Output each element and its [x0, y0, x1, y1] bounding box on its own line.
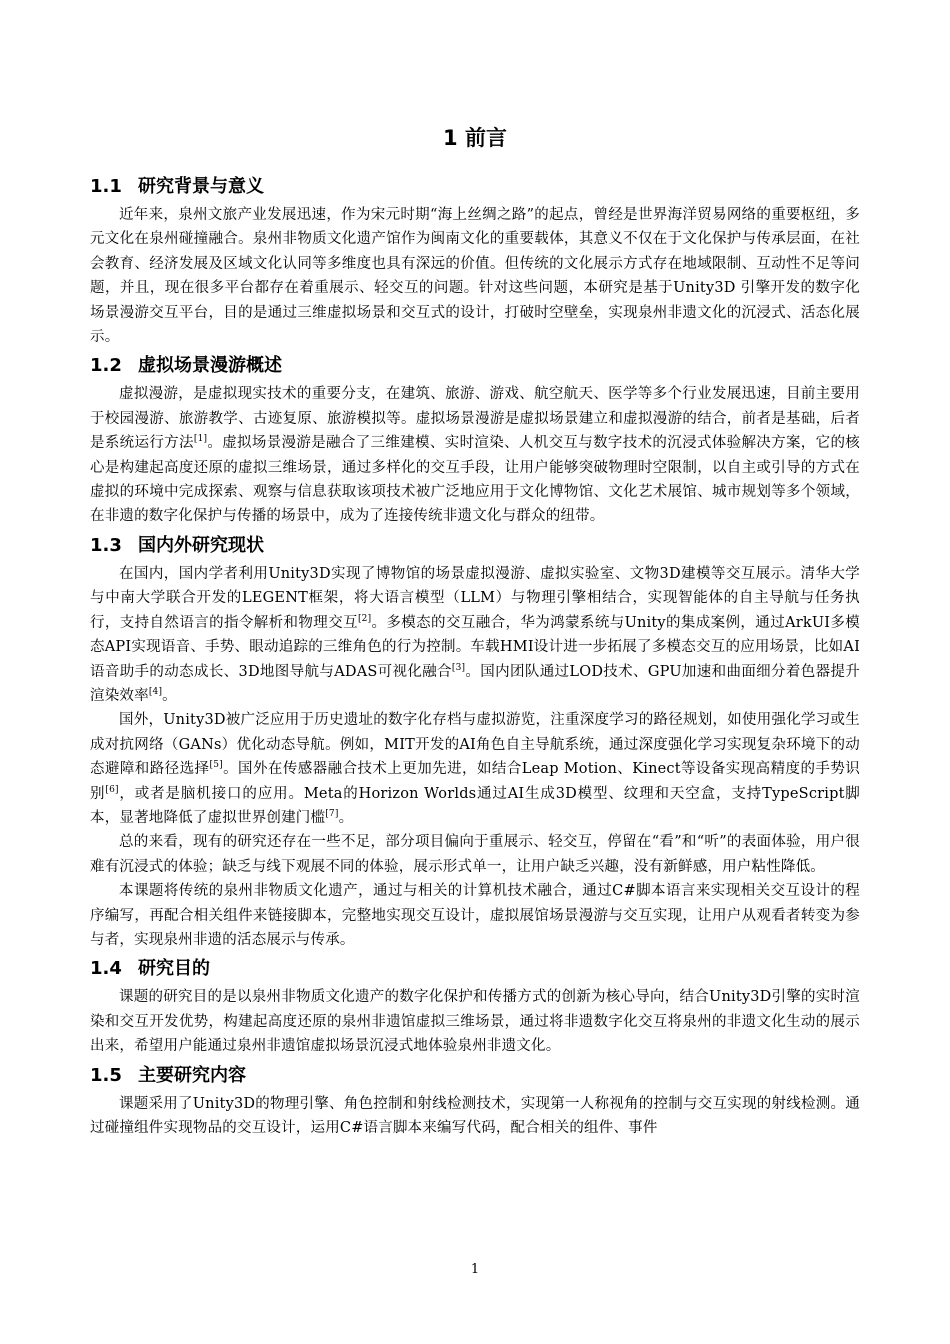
body-paragraph — [90, 562, 860, 708]
chapter-title: 1 前言 — [443, 126, 507, 150]
citation-ref: [4] — [148, 687, 163, 698]
citation-ref: [3] — [451, 662, 466, 673]
section-heading — [90, 531, 860, 561]
paragraph-text: 在国内，国内学者利用Unity3D实现了博物馆的场景虚拟漫游、虚拟实验室、文物3D建模等交互展示。清华大学与中南大学联合开发的LEGENT框架，将大语言模型（LLM）与物理引擎相结合，实现智能体的自主导航与任务执行，支持自然语言的指令解析和物理交互 — [90, 565, 860, 631]
section-title: 研究目的 — [138, 958, 210, 980]
page-number: 1 — [470, 1262, 480, 1277]
section-heading — [90, 1061, 860, 1091]
section-heading — [90, 172, 860, 202]
citation-ref: [5] — [209, 760, 223, 771]
citation-ref: [2] — [357, 613, 372, 624]
section-heading — [90, 351, 860, 381]
paragraph-text: 近年来，泉州文旅产业发展迅速，作为宋元时期“海上丝绸之路”的起点，曾经是世界海洋贸易网络的重要枢纽，多元文化在泉州碰撞融合。泉州非物质文化遗产馆作为闽南文化的重要载体，其意义不仅在于文化保护与传承层面，在社会教育、经济发展及区域文化认同等多维度也具有深远的价值。但传统的文化展示方式存在地域限制、互动性不足等问题，并且，现在很多平台都存在着重展示、轻交互的问题。针对这些问题，本研究是基于Unity3D 引擎开发的数字化场景漫游交互平台，目的是通过三维虚拟场景和交互式的设计，打破时空壁垒，实现泉州非遗文化的沉浸式、活态化展示。 — [90, 207, 860, 346]
section-title: 虚拟场景漫游概述 — [138, 355, 282, 377]
body-paragraph — [90, 879, 860, 952]
paragraph-text: 。国内团队通过LOD技术、GPU加速和曲面细分着色器提升渲染效率 — [90, 663, 860, 704]
body-paragraph — [90, 382, 860, 528]
section-title: 国内外研究现状 — [138, 534, 264, 556]
body-paragraph — [90, 708, 860, 830]
citation-ref: [6] — [105, 784, 119, 795]
section-number: 1.1 — [90, 176, 122, 197]
body-paragraph — [90, 830, 860, 879]
section-title: 主要研究内容 — [138, 1064, 246, 1086]
section-title: 研究背景与意义 — [138, 176, 264, 197]
body-paragraph — [90, 985, 860, 1058]
paragraph-text: 。 — [338, 809, 354, 826]
section-number: 1.3 — [90, 534, 122, 556]
section-number: 1.4 — [90, 958, 122, 980]
section-number: 1.5 — [90, 1064, 122, 1086]
citation-ref: [1] — [193, 434, 208, 445]
paragraph-text: 课题采用了Unity3D的物理引擎、角色控制和射线检测技术，实现第一人称视角的控制与交互实现的射线检测。通过碰撞组件实现物品的交互设计，运用C#语言脚本来编写代码，配合相关的组件、事件 — [90, 1095, 860, 1136]
paragraph-text: 虚拟漫游，是虚拟现实技术的重要分支，在建筑、旅游、游戏、航空航天、医学等多个行业发展迅速，目前主要用于校园漫游、旅游教学、古迹复原、旅游模拟等。虚拟场景漫游是虚拟场景建立和虚拟漫游的结合，前者是基础，后者是系统运行方法 — [90, 386, 860, 452]
paragraph-text: ，或者是脑机接口的应用。Meta的Horizon Worlds通过AI生成3D模型、纹理和天空盒，支持TypeScript脚本，显著地降低了虚拟世界创建门槛 — [90, 785, 860, 826]
paragraph-text: 。 — [162, 687, 177, 704]
page-content — [90, 118, 860, 1140]
paragraph-text: 课题的研究目的是以泉州非物质文化遗产的数字化保护和传播方式的创新为核心导向，结合Unity3D引擎的实时渲染和交互开发优势，构建起高度还原的泉州非遗馆虚拟三维场景，通过将非遗数字化交互将泉州的非遗文化生动的展示出来，希望用户能通过泉州非遗馆虚拟场景沉浸式地体验泉州非遗文化。 — [90, 989, 860, 1055]
paragraph-text: 本课题将传统的泉州非物质文化遗产，通过与相关的计算机技术融合，通过C#脚本语言来实现相关交互设计的程序编写，再配合相关组件来链接脚本，完整地实现交互设计，虚拟展馆场景漫游与交互实现，让用户从观看者转变为参与者，实现泉州非遗的活态展示与传承。 — [90, 883, 860, 948]
citation-ref: [7] — [325, 809, 339, 820]
paragraph-text: 总的来看，现有的研究还存在一些不足，部分项目偏向于重展示、轻交互，停留在“看”和“听”的表面体验，用户很难有沉浸式的体验；缺乏与线下观展不同的体验，展示形式单一，让用户缺乏兴趣，没有新鲜感，用户粘性降低。 — [90, 834, 860, 875]
body-paragraph — [90, 203, 860, 349]
body-paragraph — [90, 1092, 860, 1141]
section-heading — [90, 954, 860, 984]
paragraph-text: 国外，Unity3D被广泛应用于历史遗址的数字化存档与虚拟游览，注重深度学习的路径规划，如使用强化学习或生成对抗网络（GANs）优化动态导航。例如，MIT开发的AI角色自主导航系统，通过深度强化学习实现复杂环境下的动态避障和路径选择 — [90, 712, 860, 778]
paragraph-text: 。多模态的交互融合，华为鸿蒙系统与Unity的集成案例，通过ArkUI多模态API实现语音、手势、眼动追踪的三维角色的行为控制。车载HMI设计进一步拓展了多模态交互的应用场景，比如AI语音助手的动态成长、3D地图导航与ADAS可视化融合 — [90, 614, 860, 680]
paragraph-text: 。国外在传感器融合技术上更加先进，如结合Leap Motion、Kinect等设备实现高精度的手势识别 — [90, 761, 860, 802]
section-number: 1.2 — [90, 355, 122, 377]
paragraph-text: 。虚拟场景漫游是融合了三维建模、实时渲染、人机交互与数字技术的沉浸式体验解决方案，它的核心是构建起高度还原的虚拟三维场景，通过多样化的交互手段，让用户能够突破物理时空限制，以自主或引导的方式在虚拟的环境中完成探索、观察与信息获取该项技术被广泛地应用于文化博物馆、文化艺术展馆、城市规划等多个领域，在非遗的数字化保护与传播的场景中，成为了连接传统非遗文化与群众的纽带。 — [90, 435, 860, 525]
